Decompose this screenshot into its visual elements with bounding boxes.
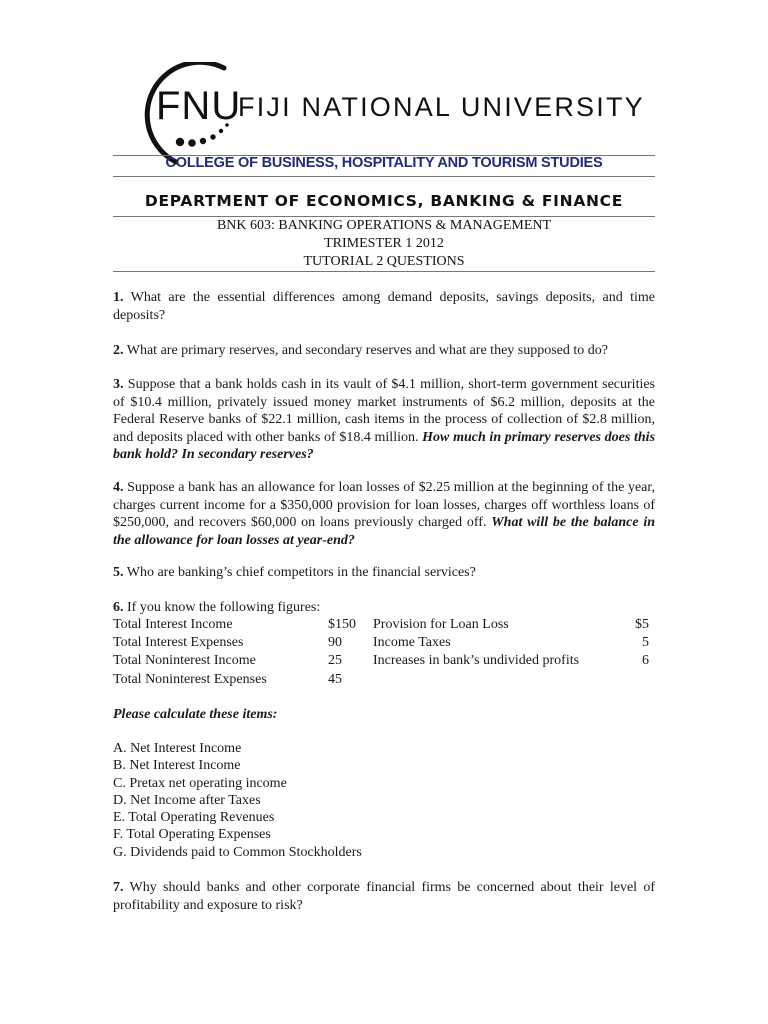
- figure-value: 90: [328, 635, 342, 650]
- tutorial-title: TUTORIAL 2 QUESTIONS: [303, 254, 465, 269]
- question-number: 1.: [113, 290, 124, 305]
- university-name: FIJI NATIONAL UNIVERSITY: [238, 92, 645, 122]
- figure-label: Income Taxes: [373, 635, 451, 650]
- figure-label: Total Interest Income: [113, 617, 233, 632]
- figure-label: Total Interest Expenses: [113, 635, 244, 650]
- figure-value: $150: [328, 617, 356, 632]
- question-text: Why should banks and other corporate financial firms be concerned about their level of profitability and exposure to risk?: [113, 880, 656, 913]
- figure-value: $5: [635, 617, 649, 632]
- question-number: 7.: [113, 880, 124, 895]
- question-number: 6.: [113, 600, 124, 615]
- trimester: TRIMESTER 1 2012: [324, 236, 444, 251]
- question-number: 5.: [113, 565, 124, 580]
- figure-label: Provision for Loan Loss: [373, 617, 509, 632]
- figures-row: [113, 671, 655, 689]
- calculate-prompt: Please calculate these items:: [113, 707, 278, 722]
- question-emphasis: How much in primary reserves does this bank hold? In secondary reserves?: [113, 429, 656, 463]
- question-4: [113, 479, 655, 549]
- figure-value: 45: [328, 672, 342, 687]
- question-6: [113, 599, 655, 617]
- logo-abbrev: FNU: [156, 84, 242, 128]
- question-3: [113, 376, 655, 464]
- question-5: [113, 564, 655, 582]
- calculation-items: [113, 740, 655, 861]
- header-rule-mid: [113, 176, 655, 177]
- figure-label: Increases in bank’s undivided profits: [373, 653, 580, 668]
- question-text: What are the essential differences among demand deposits, savings deposits, and time deposits?: [113, 290, 655, 323]
- list-item: A. Net Interest Income: [113, 741, 242, 756]
- list-item: F. Total Operating Expenses: [113, 827, 271, 843]
- list-item: G. Dividends paid to Common Stockholders: [113, 844, 362, 860]
- university-logo: [136, 62, 645, 166]
- course-info: [113, 217, 655, 271]
- list-item: E. Total Operating Revenues: [113, 810, 275, 826]
- header-rule-bottom: [113, 271, 655, 272]
- figure-value: 6: [642, 653, 649, 668]
- question-number: 3.: [113, 377, 124, 392]
- question-emphasis: What will be the balance in the allowance for loan losses at year-end?: [113, 515, 656, 548]
- list-item: C. Pretax net operating income: [113, 775, 287, 791]
- question-1: [113, 289, 655, 324]
- question-2: [113, 342, 655, 360]
- course-title: BNK 603: BANKING OPERATIONS & MANAGEMENT: [216, 218, 552, 233]
- question-number: 2.: [113, 343, 124, 358]
- figures-row: [113, 616, 655, 634]
- list-item: D. Net Income after Taxes: [113, 792, 261, 808]
- question-7: [113, 879, 655, 914]
- department-title: DEPARTMENT OF ECONOMICS, BANKING & FINANCE: [144, 192, 624, 210]
- question-text: Suppose a bank has an allowance for loan losses of $2.25 million at the beginning of the year, charges current income for a $350,000 provision for loan losses, charges off worthless loans of $250,000, and recovers $60,000 on loans previously charged off.: [113, 480, 655, 531]
- question-text: What are primary reserves, and secondary reserves and what are they supposed to do?: [126, 343, 608, 358]
- figures-row: [113, 652, 655, 670]
- figures-row: [113, 634, 655, 652]
- figure-value: 25: [328, 653, 342, 668]
- question-number: 4.: [113, 480, 124, 495]
- question-text: Suppose that a bank holds cash in its vault of $4.1 million, short-term government securities of $10.4 million, privately issued money market instruments of $6.2 million, deposits at the Federal Reserve banks of $22.1 million, cash items in the process of collection of $2.8 million, and deposits placed with other banks of $18.4 million.: [113, 377, 656, 445]
- college-name: COLLEGE OF BUSINESS, HOSPITALITY AND TOURISM STUDIES: [165, 155, 603, 171]
- figure-label: Total Noninterest Income: [113, 653, 256, 668]
- figure-value: 5: [642, 635, 649, 650]
- list-item: B. Net Interest Income: [113, 758, 241, 774]
- question-text: Who are banking’s chief competitors in the financial services?: [126, 565, 476, 580]
- question-text: If you know the following figures:: [127, 600, 321, 615]
- figure-label: Total Noninterest Expenses: [113, 672, 267, 687]
